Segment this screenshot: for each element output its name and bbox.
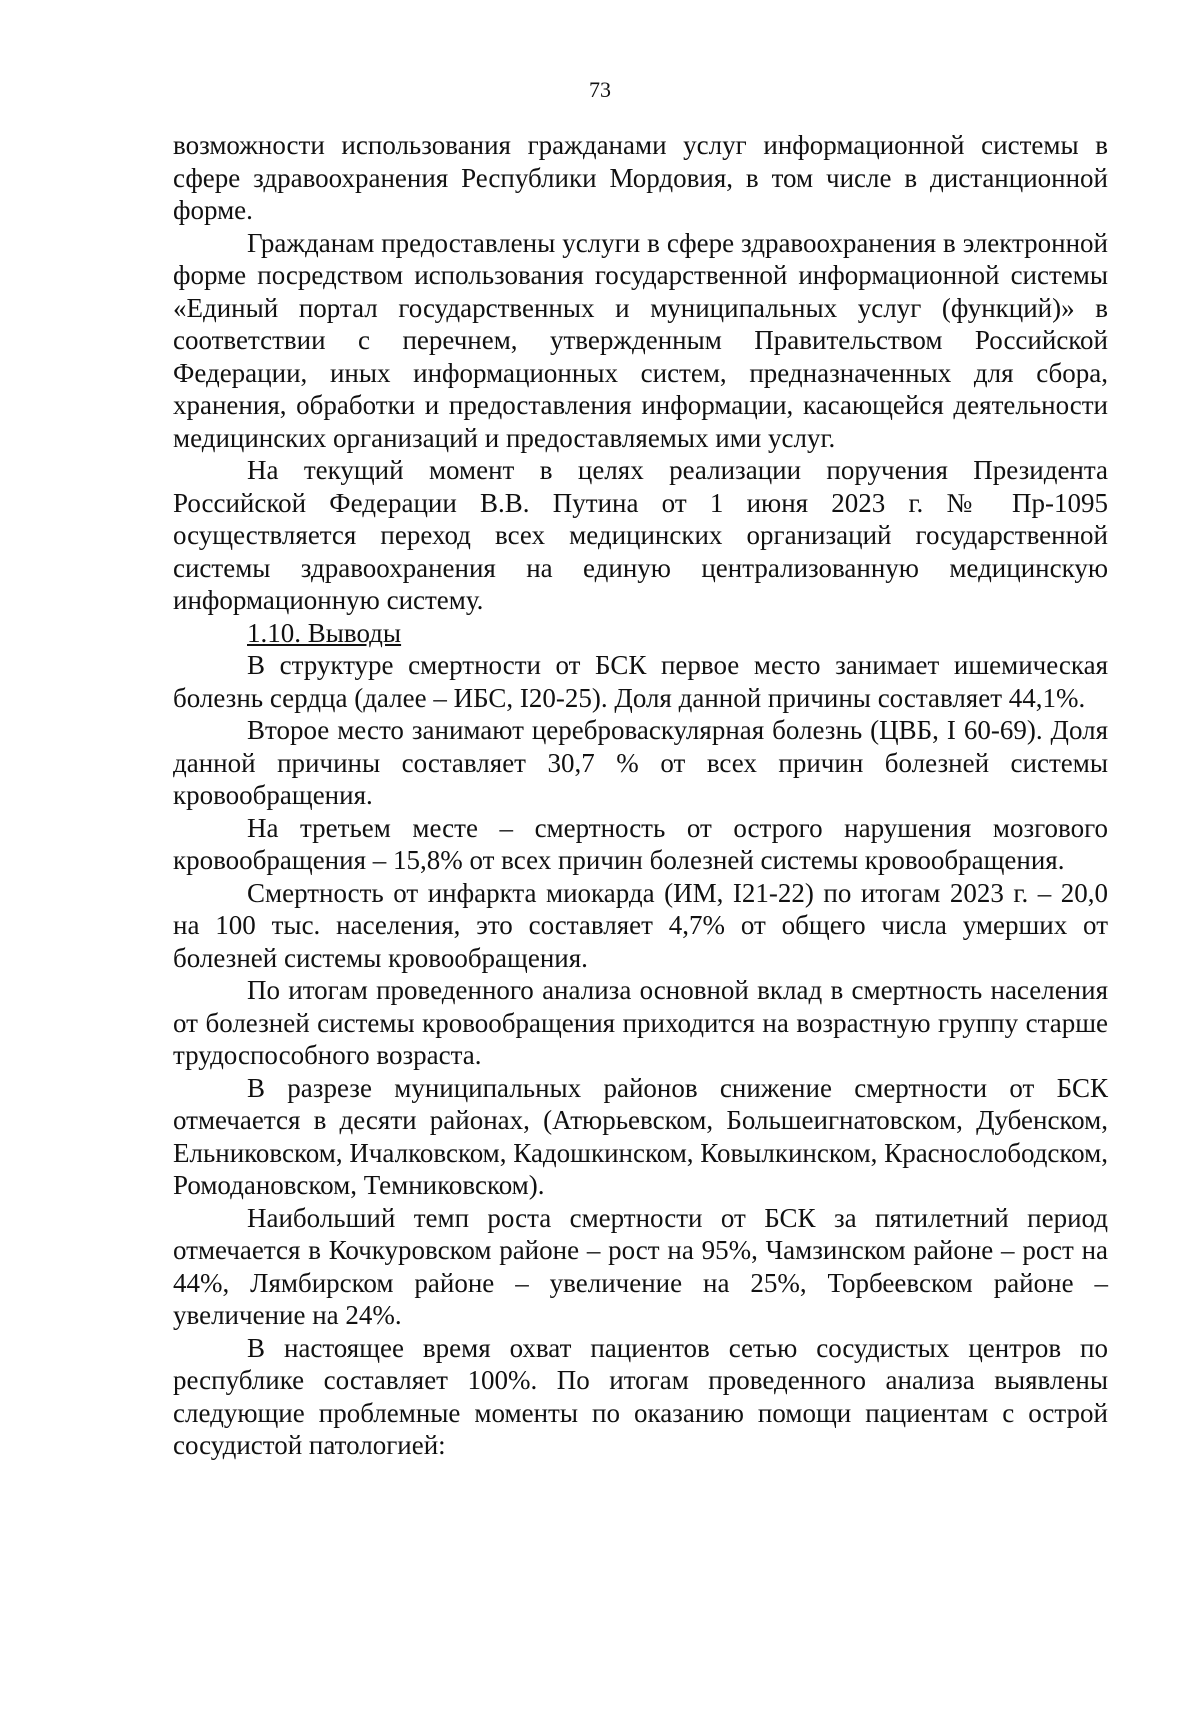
paragraph-vascular-centers: В настоящее время охват пациентов сетью сосудистых центров по республике составляет 100%. По итогам проведенного анализа выявлены следующие проблемные моменты по оказанию помощи пациентам с острой сосудистой патологией: [173,1332,1108,1460]
section-heading [173,617,1108,650]
page-number: 73 [589,77,611,102]
paragraph-cvb: Второе место занимают цереброваскулярная болезнь (ЦВБ, I 60-69). Доля данной причины составляет 30,7 % от всех причин болезней системы кровообращения. [173,715,1108,810]
paragraph-districts-growth: Наибольший темп роста смертности от БСК за пятилетний период отмечается в Кочкуровском районе – рост на 95%, Чамзинском районе – рост на 44%, Лямбирском районе – увеличение на 25%, Торбеевском районе – увеличение на 24%. [173,1202,1108,1330]
section-heading-text: 1.10. Выводы [247,617,402,648]
paragraph-age-group: По итогам проведенного анализа основной вклад в смертность населения от болезней системы кровообращения приходится на возрастную группу старше трудоспособного возраста. [173,975,1108,1070]
paragraph-districts-decrease: В разрезе муниципальных районов снижение смертности от БСК отмечается в десяти районах, (Атюрьевском, Большеигнатовском, Дубенском, Ельниковском, Ичалковском, Кадошкинском, Ковылкинском, Краснослободском, Ромодановском, Темниковском). [173,1072,1108,1200]
paragraph-myocardial: Смертность от инфаркта миокарда (ИМ, I21-22) по итогам 2023 г. – 20,0 на 100 тыс. населения, это составляет 4,7% от общего числа умерших от болезней системы кровообращения. [173,877,1108,973]
paragraph-stroke: На третьем месте – смертность от острого нарушения мозгового кровообращения – 15,8% от всех причин болезней системы кровообращения. [173,812,1108,875]
document-body [173,129,1108,1462]
paragraph-services: Гражданам предоставлены услуги в сфере здравоохранения в электронной форме посредством использования государственной информационной системы «Единый портал государственных и муниципальных услуг (функций)» в соответствии с перечнем, утвержденным Правительством Российской Федерации, иных информационных систем, предназначенных для сбора, хранения, обработки и предоставления информации, касающейся деятельности медицинских организаций и предоставляемых ими услуг. [173,227,1108,453]
paragraph-continuation: возможности использования гражданами услуг информационной системы в сфере здравоохранения Республики Мордовия, в том числе в дистанционной форме. [173,130,1108,225]
paragraph-ibs: В структуре смертности от БСК первое место занимает ишемическая болезнь сердца (далее – ИБС, I20-25). Доля данной причины составляет 44,1%. [173,650,1108,713]
paragraph-transition: На текущий момент в целях реализации поручения Президента Российской Федерации В.В. Путина от 1 июня 2023 г. № Пр-1095 осуществляется переход всех медицинских организаций государственной системы здравоохранения на единую централизованную медицинскую информационную систему. [173,455,1108,615]
